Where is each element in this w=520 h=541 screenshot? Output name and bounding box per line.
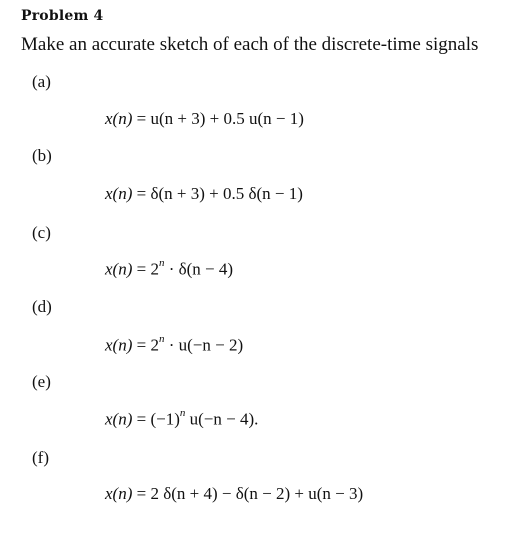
equation-e-exponent: n xyxy=(179,407,186,419)
equation-b-rhs: = δ(n + 3) + 0.5 δ(n − 1) xyxy=(136,184,303,203)
equation-d xyxy=(105,335,243,356)
part-label-a: (a) xyxy=(32,72,51,91)
equation-a-rhs: = u(n + 3) + 0.5 u(n − 1) xyxy=(136,109,304,128)
equation-c xyxy=(105,259,233,280)
problem-instruction: Make an accurate sketch of each of the discrete-time signals xyxy=(21,34,479,55)
equation-f-lhs: x(n) xyxy=(105,484,133,503)
equation-f xyxy=(105,484,363,504)
equation-c-rhs-rest: · δ(n − 4) xyxy=(164,259,234,279)
equation-a xyxy=(105,109,304,129)
equation-d-rhs-rest: · u(−n − 2) xyxy=(164,335,244,355)
problem-title: Problem 4 xyxy=(21,8,104,24)
equation-f-rhs: = 2 δ(n + 4) − δ(n − 2) + u(n − 3) xyxy=(136,484,364,503)
equation-d-rhs-base: = 2 xyxy=(136,335,159,355)
part-label-d: (d) xyxy=(32,297,52,316)
equation-d-lhs: x(n) xyxy=(105,335,133,355)
equation-a-lhs: x(n) xyxy=(105,109,133,128)
equation-c-rhs-base: = 2 xyxy=(136,259,159,279)
equation-c-lhs: x(n) xyxy=(105,259,133,279)
equation-e xyxy=(105,409,258,430)
part-label-b: (b) xyxy=(32,146,52,165)
equation-e-lhs: x(n) xyxy=(105,409,133,429)
equation-e-rhs-rest: u(−n − 4). xyxy=(185,409,259,429)
part-label-e: (e) xyxy=(32,372,51,391)
equation-d-exponent: n xyxy=(158,333,165,345)
equation-b-lhs: x(n) xyxy=(105,184,133,203)
part-label-f: (f) xyxy=(32,448,49,467)
equation-c-exponent: n xyxy=(158,257,165,269)
equation-b xyxy=(105,184,303,204)
equation-e-rhs-base: = (−1) xyxy=(136,409,180,429)
part-label-c: (c) xyxy=(32,223,51,242)
